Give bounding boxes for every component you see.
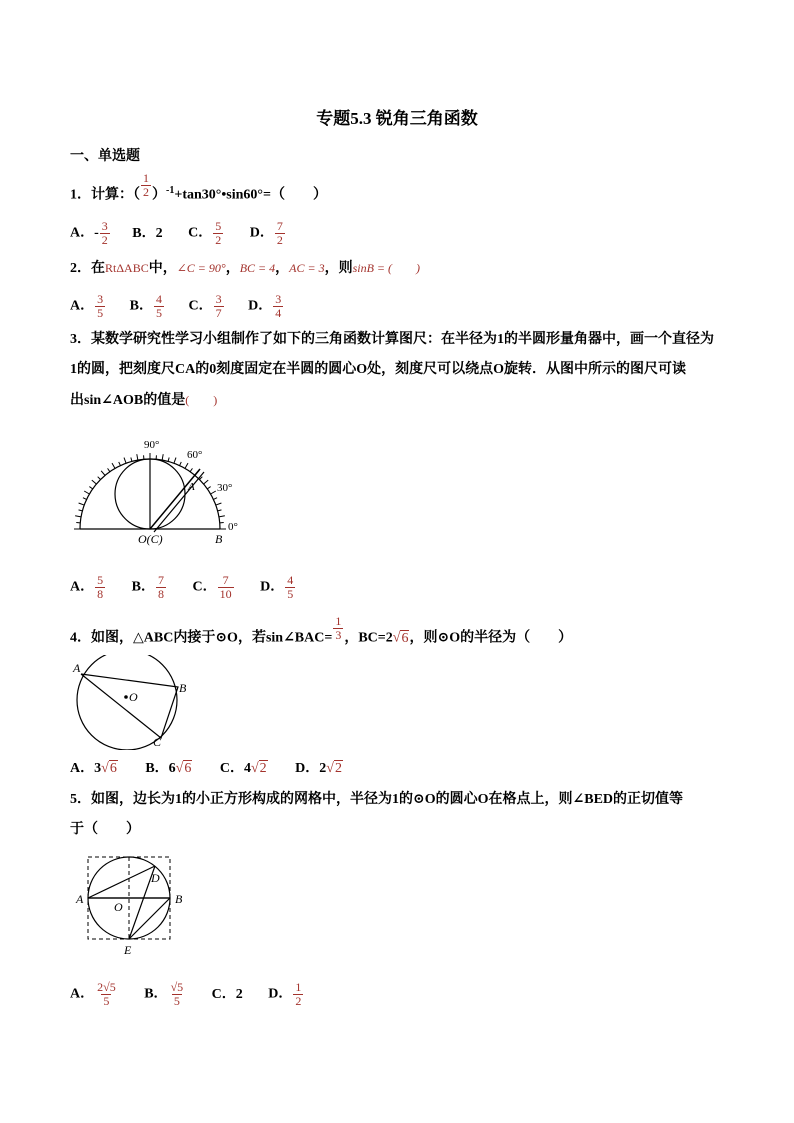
q4-sqrt: √6 [392, 630, 409, 646]
point-a: A [76, 892, 84, 906]
q4-options [70, 757, 343, 777]
q1-mid: ） [152, 187, 166, 203]
protractor-tick [137, 454, 138, 460]
q4-fraction: $\frac{1}{3}$ [335, 614, 342, 642]
q3-line-1: 3．某数学研究性学习小组制作了如下的三角函数计算图尺：在半径为1的半圆形量角器中，画一个直径为 [70, 332, 714, 347]
section-heading: 一、单选题 [70, 149, 140, 164]
circle-triangle-figure [65, 655, 195, 750]
q1-suffix: +tan30°•sin60°=（ ） [174, 187, 327, 203]
q2-condition-bc: BC = 4 [239, 261, 276, 275]
point-b: B [175, 892, 183, 906]
protractor-tick [101, 471, 105, 476]
point-b: B [215, 532, 223, 546]
label-90: 90° [144, 439, 160, 451]
q5-line-2: 于（ ） [70, 822, 140, 837]
protractor-tick [174, 458, 176, 464]
q1-option-a[interactable]: A．- $\frac{3}{2}$ [70, 219, 108, 247]
point-c: C [153, 735, 162, 749]
q5-option-b[interactable]: B． $\frac{√5}{5}$ [144, 980, 184, 1008]
protractor-tick [98, 477, 101, 480]
q3-option-c[interactable]: C． $\frac{7}{10}$ [192, 573, 232, 601]
point-a: A [188, 481, 195, 493]
q3-option-d[interactable]: D． $\frac{4}{5}$ [260, 573, 294, 601]
protractor-tick [219, 516, 225, 517]
protractor-tick [185, 463, 188, 468]
grid-circle-figure [72, 852, 192, 960]
question-1 [70, 171, 327, 209]
q2-options [70, 293, 284, 320]
q5-options [70, 981, 304, 1008]
point-a: A [73, 661, 81, 675]
protractor-tick [75, 516, 81, 517]
q2-option-c[interactable]: C． $\frac{3}{7}$ [188, 292, 222, 320]
question-4: 4．如图，△ABC内接于⊙O，若sin∠BAC= $\frac{1}{3}$ ，BC=2√6，则⊙O的半径为（ ） [70, 614, 573, 646]
protractor-tick [204, 480, 209, 484]
q5-option-d[interactable]: D． $\frac{1}{2}$ [268, 980, 302, 1008]
point-o: O(C) [138, 532, 163, 546]
label-30: 30° [217, 482, 233, 494]
q5-option-c[interactable]: C．2 [211, 986, 243, 1002]
protractor-figure [70, 432, 250, 547]
q2-option-b[interactable]: B． $\frac{4}{5}$ [129, 292, 162, 320]
protractor-tick [84, 491, 89, 494]
q1-prefix: 1．计算：（ [70, 187, 140, 203]
q3-line-3: 出sin∠AOB的值是( ) [70, 393, 218, 408]
q1-option-c[interactable]: C． $\frac{5}{2}$ [188, 219, 222, 247]
q4-option-c[interactable]: C．4√2 [219, 761, 267, 776]
label-0: 0° [228, 521, 238, 533]
q2-condition-angle: ∠C = 90° [176, 261, 226, 275]
q1-options [70, 220, 286, 247]
q2-question: sinB = ( ) [352, 261, 421, 275]
q1-fraction: $\frac{1}{2}$ [143, 171, 149, 199]
q4-option-b[interactable]: B．6√6 [145, 761, 192, 776]
q3-line-2: 1的圆，把刻度尺CA的0刻度固定在半圆的圆心O处，刻度尺可以绕点O旋转．从图中所示的图尺可读 [70, 362, 686, 377]
page-title: 专题5.3 锐角三角函数 [316, 109, 478, 128]
protractor-tick [216, 503, 222, 505]
q2-condition-ac: AC = 3 [289, 261, 325, 275]
q1-option-d[interactable]: D． $\frac{7}{2}$ [249, 219, 283, 247]
point-o: O [129, 690, 138, 704]
q5-line-1: 5．如图，边长为1的小正方形构成的网格中，半径为1的⊙O的圆心O在格点上，则∠BED的正切值等 [70, 792, 684, 807]
point-e: E [124, 943, 132, 957]
q2-option-d[interactable]: D． $\frac{3}{4}$ [248, 292, 282, 320]
label-60: 60° [187, 449, 203, 461]
q4-option-d[interactable]: D．2√2 [295, 761, 342, 776]
q1-option-b[interactable]: B．2 [132, 225, 163, 241]
point-b: B [179, 681, 187, 695]
q2-option-a[interactable]: A． $\frac{3}{5}$ [70, 292, 104, 320]
q3-option-b[interactable]: B． $\frac{7}{8}$ [131, 573, 164, 601]
q3-options [70, 574, 296, 601]
protractor-tick [112, 463, 115, 468]
protractor-tick [79, 503, 85, 505]
protractor-tick [124, 458, 126, 464]
question-3 [70, 325, 730, 416]
protractor-tick [92, 480, 97, 484]
question-2: 2．在RtΔABC中，∠C = 90°，BC = 4，AC = 3，则sinB = ( ) [70, 261, 421, 276]
point-d: D [151, 871, 160, 885]
protractor-tick [162, 454, 163, 460]
q1-exponent: -1 [166, 185, 175, 197]
q5-option-a[interactable]: A． $\frac{2√5}{5}$ [70, 980, 116, 1008]
protractor-tick [211, 491, 216, 494]
q2-triangle: RtΔABC [105, 261, 149, 275]
question-5 [70, 785, 730, 845]
q3-option-a[interactable]: A． $\frac{5}{8}$ [70, 573, 104, 601]
point-o: O [114, 900, 123, 914]
q4-option-a[interactable]: A．3√6 [70, 761, 117, 776]
